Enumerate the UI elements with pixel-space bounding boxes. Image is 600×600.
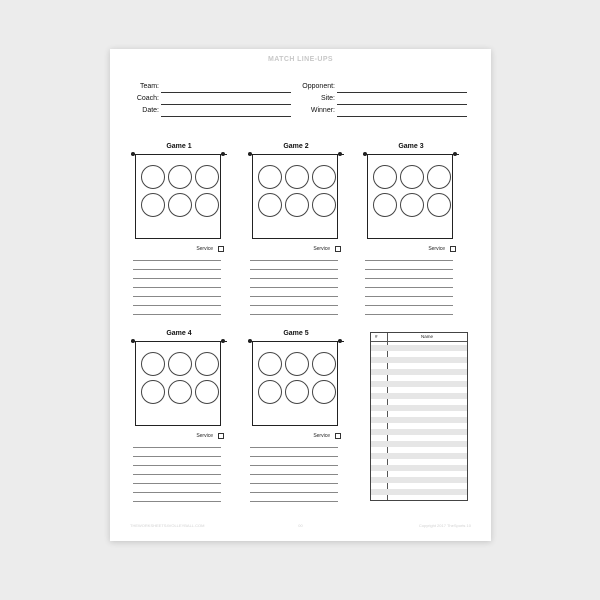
notes-line[interactable] xyxy=(133,456,221,457)
game-title: Game 5 xyxy=(283,330,309,337)
game-title: Game 4 xyxy=(166,330,192,337)
service-label: Service xyxy=(196,246,213,252)
notes-line[interactable] xyxy=(365,269,453,270)
player-position-circle-icon[interactable] xyxy=(285,352,309,376)
player-position-circle-icon[interactable] xyxy=(285,193,309,217)
player-position-circle-icon[interactable] xyxy=(285,165,309,189)
player-position-circle-icon[interactable] xyxy=(195,165,219,189)
notes-line[interactable] xyxy=(365,278,453,279)
player-position-circle-icon[interactable] xyxy=(400,193,424,217)
site-label: Site: xyxy=(320,95,335,102)
player-position-circle-icon[interactable] xyxy=(195,380,219,404)
winner-line xyxy=(337,116,467,117)
player-position-circle-icon[interactable] xyxy=(312,380,336,404)
roster-row[interactable] xyxy=(371,489,467,495)
player-position-circle-icon[interactable] xyxy=(373,165,397,189)
notes-line[interactable] xyxy=(133,278,221,279)
court-box xyxy=(367,154,453,239)
service-label: Service xyxy=(313,246,330,252)
roster-table xyxy=(370,332,468,501)
notes-line[interactable] xyxy=(133,260,221,261)
net-post-icon xyxy=(221,152,225,156)
player-position-circle-icon[interactable] xyxy=(168,352,192,376)
worksheet-page xyxy=(110,49,491,541)
game-title: Game 1 xyxy=(166,143,192,150)
game-title: Game 2 xyxy=(283,143,309,150)
team-label: Team: xyxy=(139,83,159,90)
checkbox-icon[interactable] xyxy=(218,246,224,252)
notes-line[interactable] xyxy=(133,474,221,475)
service-option[interactable] xyxy=(428,246,456,252)
notes-line[interactable] xyxy=(133,501,221,502)
notes-line[interactable] xyxy=(250,278,338,279)
notes-line[interactable] xyxy=(365,314,453,315)
winner-field[interactable] xyxy=(310,107,467,119)
net-post-icon xyxy=(221,339,225,343)
player-position-circle-icon[interactable] xyxy=(141,165,165,189)
coach-label: Coach: xyxy=(136,95,159,102)
notes-line[interactable] xyxy=(133,483,221,484)
player-position-circle-icon[interactable] xyxy=(312,193,336,217)
opponent-field[interactable] xyxy=(302,83,467,95)
notes-line[interactable] xyxy=(133,269,221,270)
notes-line[interactable] xyxy=(250,501,338,502)
footer-website: THEWORKSHEETS4VOLLEYBALL.COM xyxy=(130,523,205,528)
notes-line[interactable] xyxy=(365,296,453,297)
net-post-icon xyxy=(338,152,342,156)
service-label: Service xyxy=(196,433,213,439)
checkbox-icon[interactable] xyxy=(335,433,341,439)
notes-line[interactable] xyxy=(365,305,453,306)
player-position-circle-icon[interactable] xyxy=(258,380,282,404)
team-line xyxy=(161,92,291,93)
notes-line[interactable] xyxy=(133,305,221,306)
site-field[interactable] xyxy=(320,95,467,107)
footer-copyright: Copyright 2017 TheSports 10 xyxy=(418,523,471,528)
notes-line[interactable] xyxy=(133,314,221,315)
service-label: Service xyxy=(428,246,445,252)
roster-row[interactable] xyxy=(371,465,467,471)
court-box xyxy=(135,341,221,426)
player-position-circle-icon[interactable] xyxy=(312,165,336,189)
court-box xyxy=(135,154,221,239)
service-option[interactable] xyxy=(313,433,341,439)
opponent-label: Opponent: xyxy=(302,83,335,90)
roster-row[interactable] xyxy=(371,477,467,483)
notes-line[interactable] xyxy=(133,492,221,493)
roster-row[interactable] xyxy=(371,369,467,375)
notes-line[interactable] xyxy=(250,305,338,306)
notes-line[interactable] xyxy=(250,269,338,270)
player-position-circle-icon[interactable] xyxy=(258,165,282,189)
roster-row[interactable] xyxy=(371,381,467,387)
site-line xyxy=(337,104,467,105)
player-position-circle-icon[interactable] xyxy=(285,380,309,404)
player-position-circle-icon[interactable] xyxy=(168,165,192,189)
player-position-circle-icon[interactable] xyxy=(258,352,282,376)
net-post-icon xyxy=(453,152,457,156)
roster-row[interactable] xyxy=(371,393,467,399)
roster-row[interactable] xyxy=(371,405,467,411)
roster-row[interactable] xyxy=(371,441,467,447)
player-position-circle-icon[interactable] xyxy=(168,193,192,217)
name-column-header: Name xyxy=(420,334,433,339)
roster-row[interactable] xyxy=(371,453,467,459)
notes-line[interactable] xyxy=(250,492,338,493)
notes-line[interactable] xyxy=(250,465,338,466)
game-title: Game 3 xyxy=(398,143,424,150)
player-position-circle-icon[interactable] xyxy=(141,193,165,217)
service-label: Service xyxy=(313,433,330,439)
player-position-circle-icon[interactable] xyxy=(427,165,451,189)
coach-line xyxy=(161,104,291,105)
opponent-line xyxy=(337,92,467,93)
team-field[interactable] xyxy=(139,83,291,95)
checkbox-icon[interactable] xyxy=(218,433,224,439)
date-field[interactable] xyxy=(142,107,291,119)
player-position-circle-icon[interactable] xyxy=(373,193,397,217)
player-position-circle-icon[interactable] xyxy=(195,193,219,217)
service-option[interactable] xyxy=(196,433,224,439)
date-label: Date: xyxy=(142,107,159,114)
page-title: MATCH LINE-UPS xyxy=(268,56,333,63)
notes-line[interactable] xyxy=(250,287,338,288)
checkbox-icon[interactable] xyxy=(450,246,456,252)
notes-line[interactable] xyxy=(250,474,338,475)
player-position-circle-icon[interactable] xyxy=(312,352,336,376)
notes-line[interactable] xyxy=(365,260,453,261)
notes-line[interactable] xyxy=(250,456,338,457)
roster-row[interactable] xyxy=(371,429,467,435)
date-line xyxy=(161,116,291,117)
winner-label: Winner: xyxy=(310,107,335,114)
notes-line[interactable] xyxy=(133,465,221,466)
player-position-circle-icon[interactable] xyxy=(427,193,451,217)
service-option[interactable] xyxy=(313,246,341,252)
service-option[interactable] xyxy=(196,246,224,252)
notes-line[interactable] xyxy=(133,447,221,448)
notes-line[interactable] xyxy=(250,314,338,315)
notes-line[interactable] xyxy=(250,260,338,261)
notes-line[interactable] xyxy=(250,296,338,297)
roster-row[interactable] xyxy=(371,357,467,363)
notes-line[interactable] xyxy=(133,287,221,288)
notes-line[interactable] xyxy=(250,483,338,484)
roster-row[interactable] xyxy=(371,417,467,423)
notes-line[interactable] xyxy=(250,447,338,448)
roster-row[interactable] xyxy=(371,345,467,351)
player-position-circle-icon[interactable] xyxy=(195,352,219,376)
notes-line[interactable] xyxy=(365,287,453,288)
roster-header xyxy=(371,333,467,342)
player-position-circle-icon[interactable] xyxy=(258,193,282,217)
player-position-circle-icon[interactable] xyxy=(141,352,165,376)
player-position-circle-icon[interactable] xyxy=(141,380,165,404)
net-post-icon xyxy=(338,339,342,343)
coach-field[interactable] xyxy=(136,95,291,107)
court-box xyxy=(252,154,338,239)
player-position-circle-icon[interactable] xyxy=(168,380,192,404)
checkbox-icon[interactable] xyxy=(335,246,341,252)
player-position-circle-icon[interactable] xyxy=(400,165,424,189)
court-box xyxy=(252,341,338,426)
footer-page-number: 00 xyxy=(298,523,303,528)
notes-line[interactable] xyxy=(133,296,221,297)
number-column-header: # xyxy=(375,334,378,339)
